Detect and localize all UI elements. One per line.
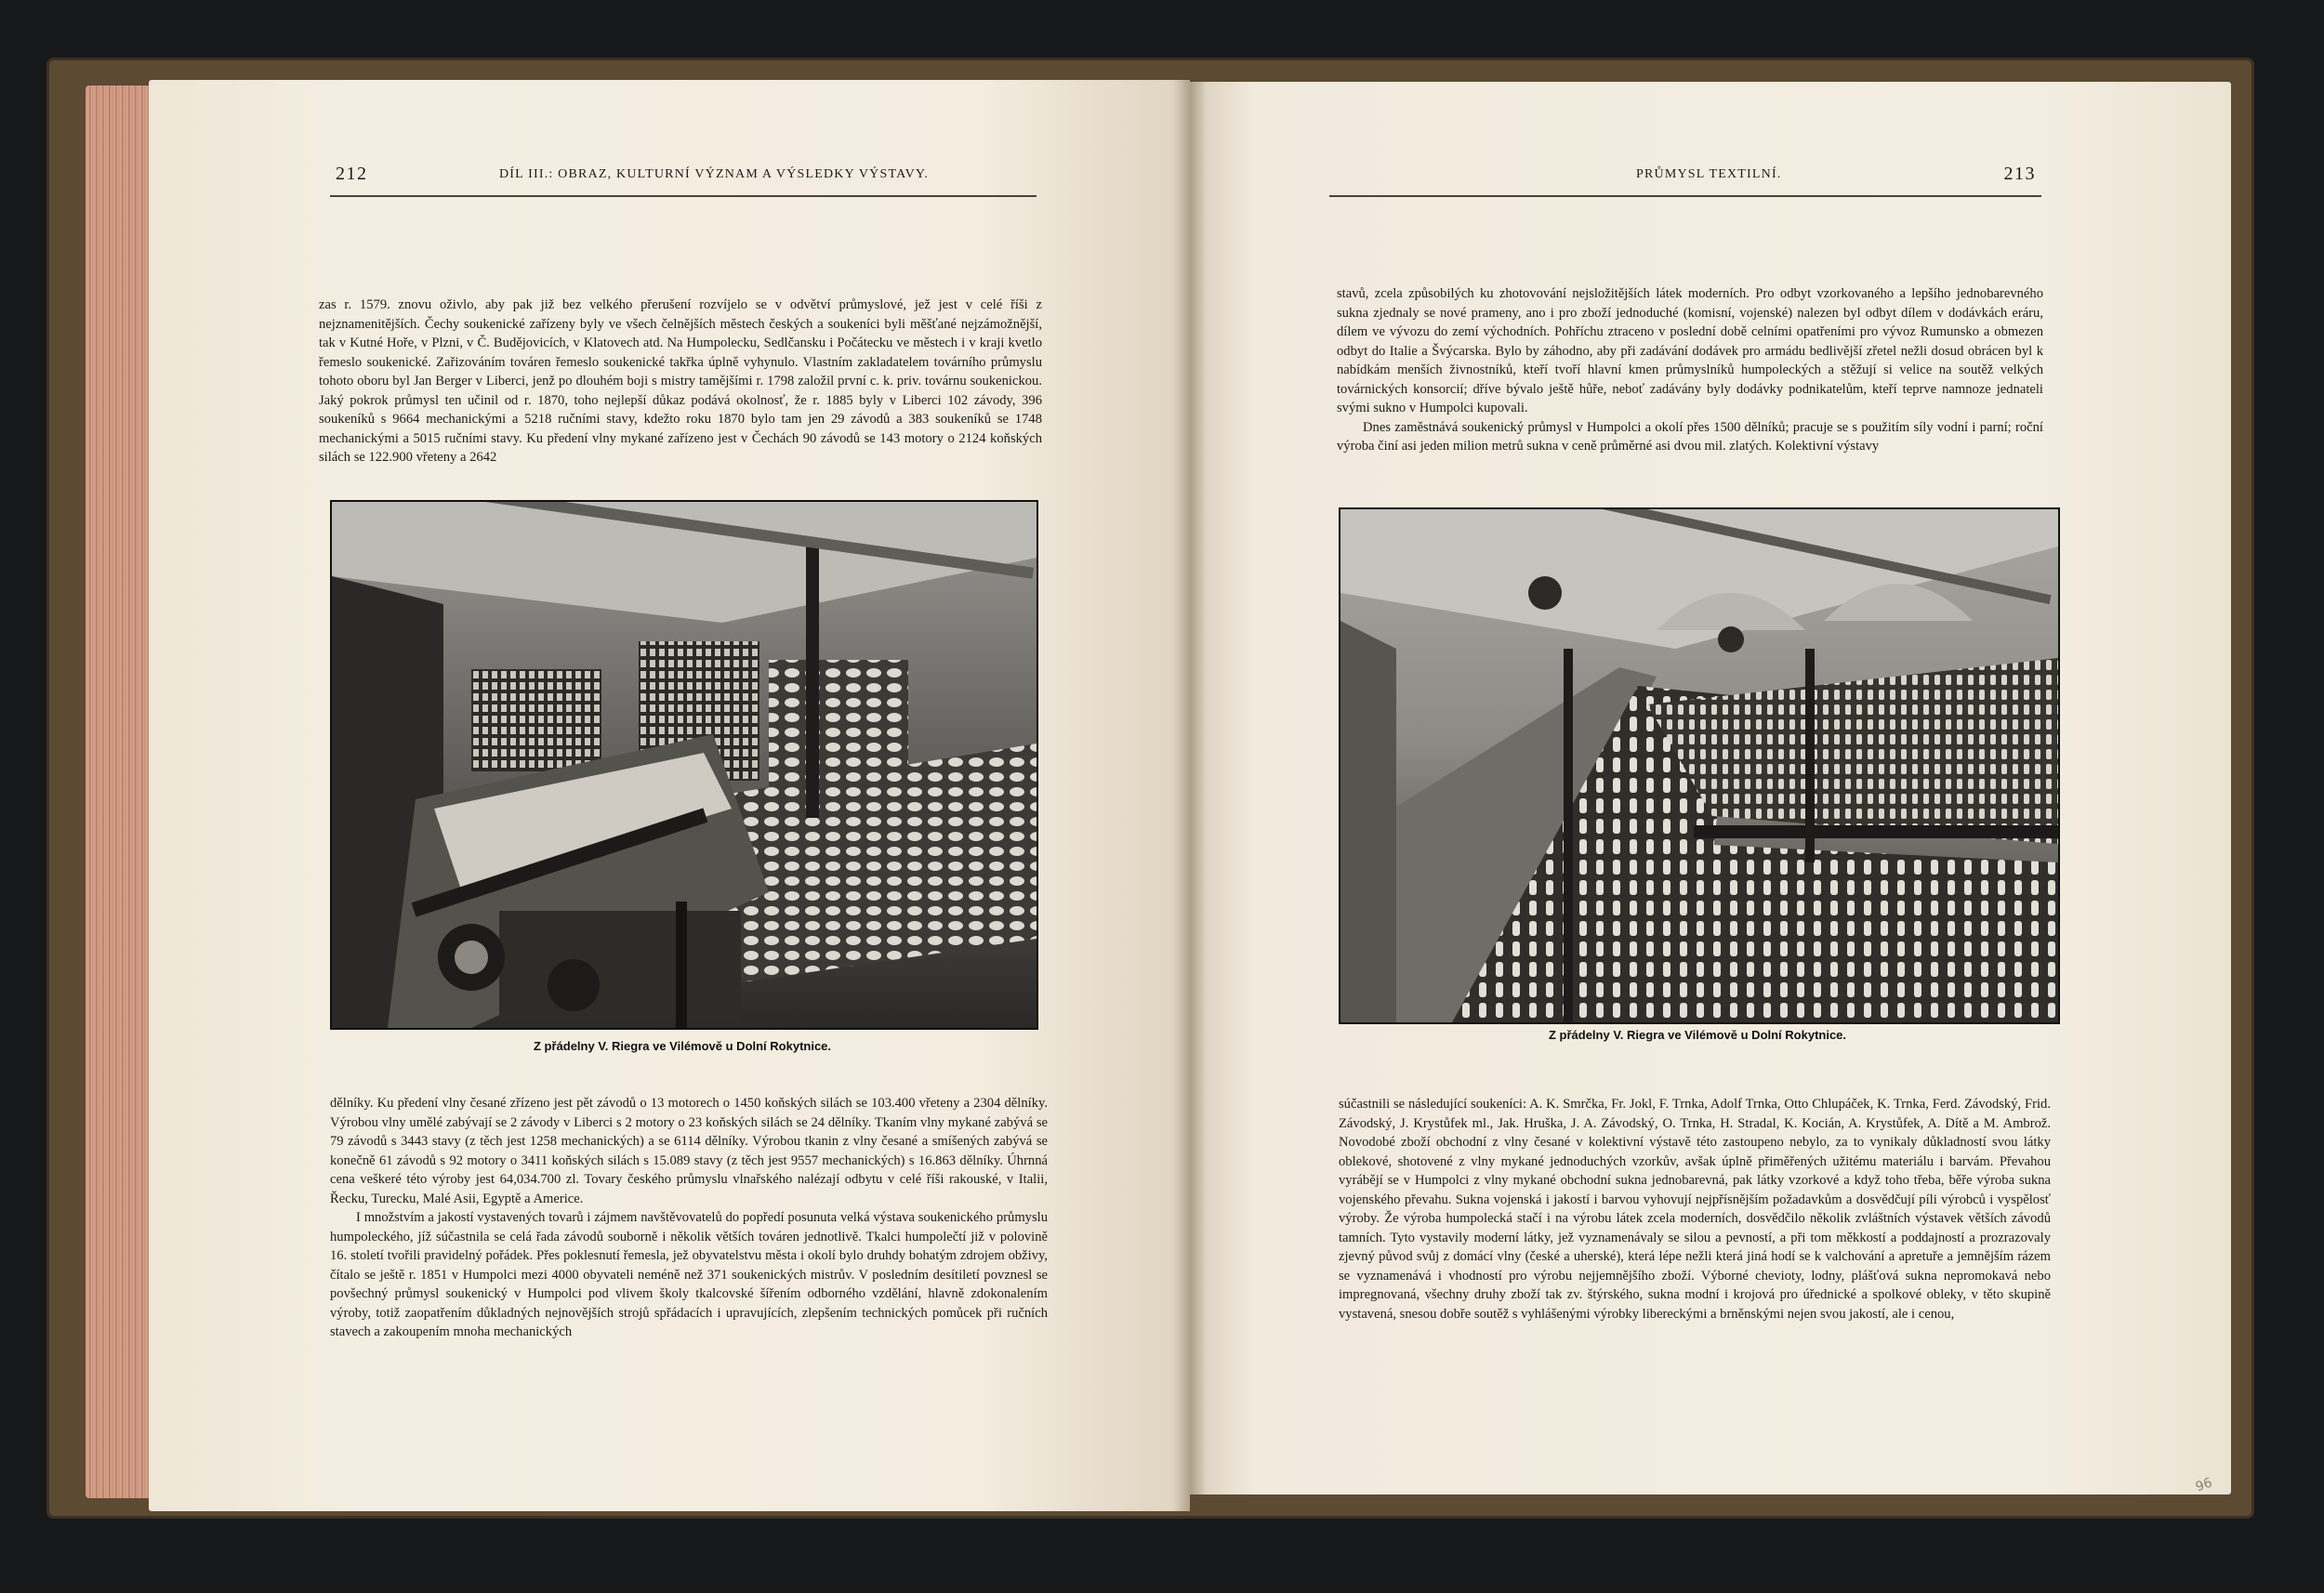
right-text-top bbox=[1337, 284, 2043, 456]
book-gutter bbox=[1173, 80, 1207, 1511]
weaving-room-photo bbox=[332, 502, 1037, 1028]
page-edges bbox=[86, 86, 151, 1498]
right-photo-caption: Z přádelny V. Riegra ve Vilémově u Dolní Rokytnice. bbox=[1548, 1028, 1847, 1042]
right-text-bottom bbox=[1339, 1095, 2051, 1323]
left-paragraph-1: zas r. 1579. znovu oživlo, aby pak již bez velkého přerušení rozvíjelo se v odvětví průmyslové, jež jest v celé říši z nejznamenitějších. Čechy soukenické zařízeny byly ve všech čelnějších městech českých a soukeníci byli měšťané nejzámožnější, tak v Kutné Hoře, v Plzni, v Č. Budějovicích, v Klatovech atd. Na Humpolecku, Sedlčansku i Počátecku ve městech i v kraji kvetlo řemeslo soukenické. Zařizováním továren řemeslo soukenické takřka úplně vyhynulo. Vlastním zakladatelem továrního průmyslu tohoto oboru byl Jan Berger v Liberci, jenž po dlouhém boji s mistry tamějšími r. 1798 založil první c. k. priv. továrnu soukenickou. Jaký pokrok průmysl ten učinil od r. 1870, toho nejlepší důkaz podává okolnosť, že r. 1885 byly v Liberci 102 závody, 396 soukeníků s 9664 mechanickými a 5218 ručními stavy, kdežto roku 1870 bylo tam jen 29 závodů a 383 soukeníků se 1748 mechanickými a 5015 ručními stavy. Ku předení vlny mykané zařízeno jest v Čechách 90 závodů se 143 motory o 2124 koňských silách se 122.900 vřeteny a 2642 bbox=[319, 297, 1042, 465]
left-text-bottom bbox=[330, 1094, 1048, 1342]
left-page-number: 212 bbox=[336, 164, 368, 184]
right-running-head: PRŮMYSL TEXTILNÍ. bbox=[1636, 167, 1782, 181]
right-paragraph-1: stavů, zcela způsobilých ku zhotovování nejsložitějších látek moderních. Pro odbyt vzorkovaného a lepšího jednobarevného sukna zjednaly se nové prameny, ano i pro zboží jednoduché (komisní, vojenské) nalezen byl odbyt dílem v dodávkách eráru, dílem ve vývozu do zemí východních. Pohříchu ztraceno v poslední době celními opatřeními pro vývoz Rumunsko a obmezen odbyt do Italie a Švýcarska. Bylo by záhodno, aby při zadávání dodávek pro armádu bedlivější zřetel nežli dosud obrácen byl k nabídkám menších živnostníků, kteří tvoří hlavní kmen průmyslníků humpoleckých a stěžují si velice na soutěž velkých továrnických konsorcií; dříve bývalo ještě hůře, neboť zadávány byly dodávky podnikatelům, kteří teprve namnoze jednateli svými sukno v Humpolci kupovali. bbox=[1337, 286, 2043, 415]
left-paragraph-3: I množstvím a jakostí vystavených tovarů i zájmem navštěvovatelů do popředí posunuta velká výstava soukenického průmyslu humpoleckého, jíž súčastnila se celá řada závodů souborně i několik větších továren jednotlivě. Tkalci humpolečtí již v polovině 16. století tvořili pravidelný pořádek. Přes poklesnutí řemesla, jež obyvatelstvu města i okolí bylo druhdy bohatým zdrojem obživy, čítalo se ještě r. 1851 v Humpolci mezi 4000 obyvateli neméně než 371 soukenických mistrův. V posledním desítiletí povznesl se povšechný průmysl soukenický v Humpolci pod vlivem školy tkalcovské šířením odborného vzdělání, hlavně zdokonalením výroby, totiž zaopatřením důkladných nejnovějších strojů spřádacích i upravujících, zlepšením technických pomůcek při ručních stavech a zakoupením mnoha mechanických bbox=[330, 1210, 1048, 1339]
right-paragraph-2: Dnes zaměstnává soukenický průmysl v Humpolci a okolí přes 1500 dělníků; pracuje se s použitím síly vodní i parní; roční výroba činí asi jeden milion metrů sukna v ceně průměrné asi dvou mil. zlatých. Kolektivní výstavy bbox=[1337, 419, 2043, 454]
left-page-header bbox=[330, 158, 1037, 197]
right-page-number: 213 bbox=[2003, 164, 2036, 184]
left-photo bbox=[330, 500, 1038, 1030]
spinning-room-photo bbox=[1340, 509, 2058, 1022]
left-running-head: DÍL III.: OBRAZ, KULTURNÍ VÝZNAM A VÝSLEDKY VÝSTAVY. bbox=[499, 167, 930, 181]
left-photo-caption: Z přádelny V. Riegra ve Vilémově u Dolní Rokytnice. bbox=[533, 1039, 832, 1053]
left-text-top bbox=[319, 296, 1042, 467]
right-paragraph-3: súčastnili se následující soukeníci: A. K. Smrčka, Fr. Jokl, F. Trnka, Adolf Trnka, Otto Chlupáček, K. Trnka, Ferd. Závodský, Frid. Závodský, J. Krystůfek ml., Jak. Hruška, J. A. Závodský, O. Trnka, H. Stradal, K. Kocián, A. Krystůfek, A. Dítě a M. Ambrož. Novodobé zboží obchodní z vlny česané v kolektivní výstavě této zastoupeno nebylo, za to vynikaly důkladností svou látky oblekové, shotovené z vlny mykané jednoduchých vzorkův, avšak úplně přiměřených užitému materiálu i barvám. Převahou vyrábějí se v Humpolci z vlny mykané obchodní sukna jednobarevná, pak látky vzorkové a když toho třeba, běře výroba sukna vojenského převahu. Sukna vojenská i jakostí i barvou vyhovují nejpřísnějším požadavkům a dosvědčují píli výrobců i vyspělosť výroby. Že výroba humpolecká stačí i na výrobu látek zcela moderních, dosvědčilo několik zvláštních výstavek větších závodů tamních. Tyto vystavily moderní látky, jež vyznamenávaly se silou a pevností, a při tom měkkostí a poddajností a prozrazovaly zjevný původ svůj z domácí vlny (české a uherské), která lépe nežli která jiná hodí se k valchování a apretuře a jemnějším rázem se vyznamenává i vhodností pro výrobu nejjemnějšího zboží. Výborné chevioty, lodny, plášťová sukna nepromokavá nebo impregnovaná, všechny druhy zboží tak zv. štýrského, sukna modní i krojová pro úřednické a spolkové obleky, v těto skupině vystavená, snesou dobře soutěž s vyhlášenými výrobky libereckými a brněnskými nejen svou jakostí, ale i cenou, bbox=[1339, 1097, 2051, 1322]
right-photo bbox=[1339, 507, 2060, 1024]
left-paragraph-2: dělníky. Ku předení vlny česané zřízeno jest pět závodů o 13 motorech o 1450 koňských silách se 103.400 vřeteny a 2304 dělníky. Výrobou vlny umělé zabývají se 2 závody v Liberci s 2 motory o 23 koňských silách se 24 dělníky. Tkaním vlny mykané zabývá se 79 závodů s 3443 stavy (z těch jest 1258 mechanických) a se 6114 dělníky. Výrobou tkanin z vlny česané a smíšených zabývá se konečně 61 závodů s 92 motory o 3411 koňských silách s 15.089 stavy (z těch jest 9557 mechanických) s 16.863 dělníky. Úhrnná cena veškeré této výroby jest 64,034.700 zl. Tovary českého průmyslu vlnařského nalézají odbytu v celé říši rakouské, v Italii, Řecku, Turecku, Malé Asii, Egyptě a Americe. bbox=[330, 1096, 1048, 1206]
pencil-annotation: 96 bbox=[2193, 1475, 2215, 1495]
right-page-header bbox=[1329, 158, 2041, 197]
